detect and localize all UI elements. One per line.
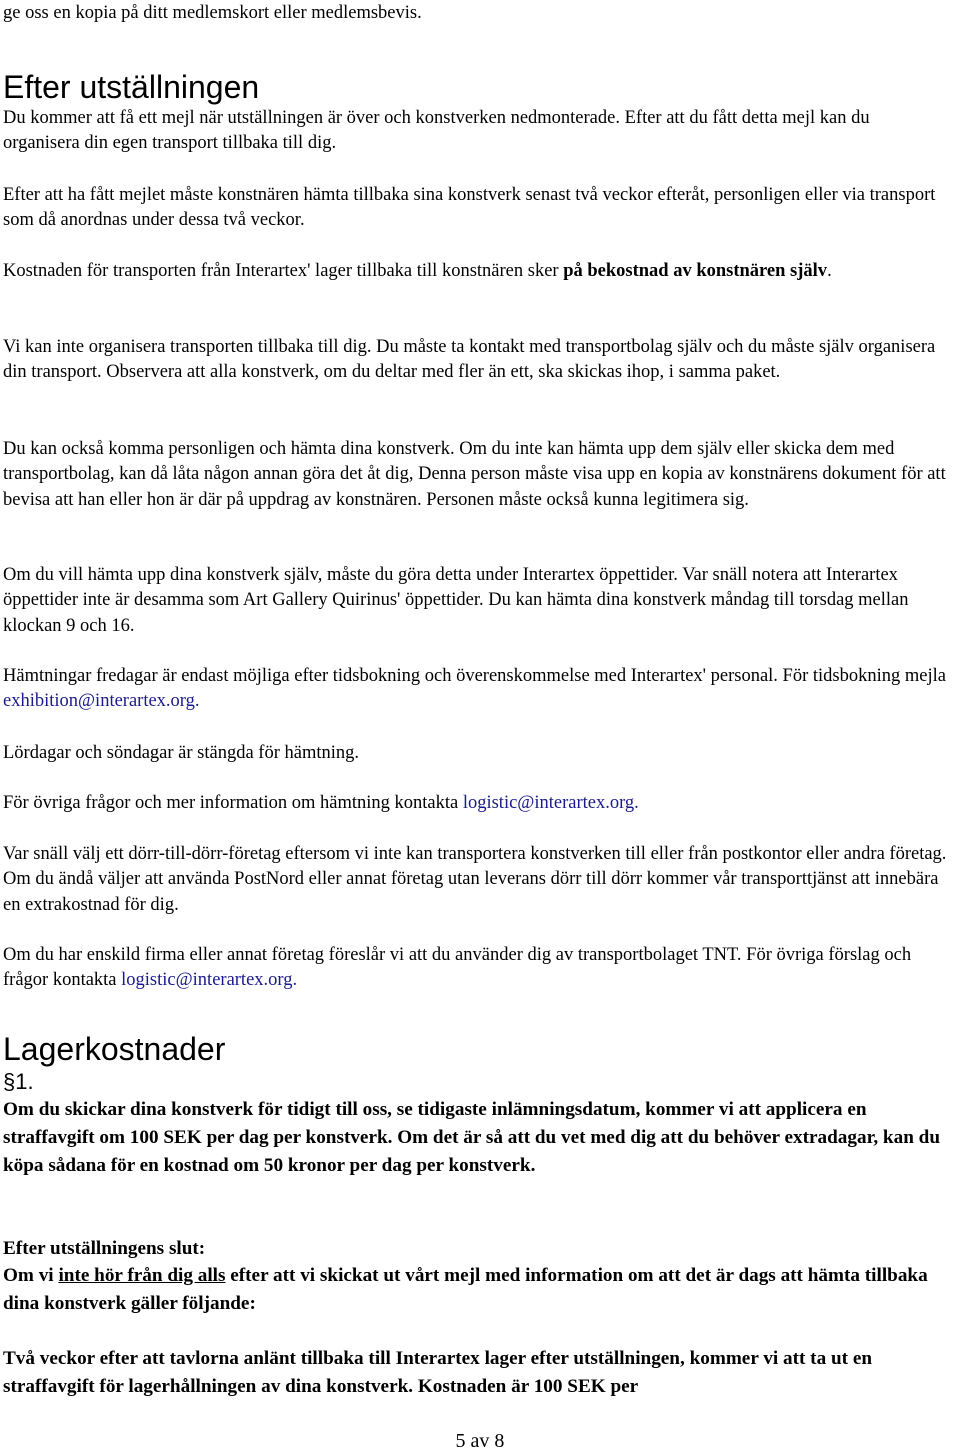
friday-pickup-text: Hämtningar fredagar är endast möjliga efter tidsbokning och överenskommelse med Interartex' personal. För tidsbokning mejla: [3, 666, 946, 686]
paragraph-transport-cost: [3, 259, 948, 284]
paragraph-contact-info: [3, 791, 639, 816]
contact-info-text: För övriga frågor och mer information om hämtning kontakta: [3, 793, 463, 813]
page-number: 5 av 8: [455, 1430, 505, 1452]
transport-cost-bold: på bekostnad av konstnären själv: [563, 261, 828, 281]
paragraph-pickup-deadline: Efter att ha fått mejlet måste konstnären hämta tillbaka sina konstverk senast två veckor efteråt, personligen eller via transport som då anordnas under dessa två veckor.: [3, 185, 936, 231]
paragraph-no-transport: Vi kan inte organisera transporten tillbaka till dig. Du måste ta kontakt med transportbolag själv och du måste själv organisera din transport. Observera att alla konstverk, om du deltar med fler än ett, ska skickas ihop, i samma paket.: [3, 337, 936, 383]
top-line: ge oss en kopia på ditt medlemskort eller medlemsbevis.: [3, 3, 422, 23]
logistic-email-link-2[interactable]: logistic@interartex.org.: [121, 970, 298, 991]
no-response-rest: efter att vi skickat ut vårt mejl med information om att det är dags att hämta tillbaka dina konstverk gäller följande:: [3, 1265, 928, 1314]
tnt-suggestion-text: Om du har enskild firma eller annat företag föreslår vi att du använder dig av transportbolaget TNT. För övriga förslag och frågor kontakta: [3, 945, 912, 991]
exhibition-email-link[interactable]: exhibition@interartex.org.: [3, 691, 200, 712]
paragraph-door-to-door: Var snäll välj ett dörr-till-dörr-företag eftersom vi inte kan transportera konstverken till eller från postkontor eller andra företag. Om du ändå väljer att använda PostNord eller annat företag utan leverans dörr till dörr kommer vår transporttjänst att innebära en extrakostnad för dig.: [3, 844, 947, 915]
section-heading-after-exhibition: Efter utställningen: [3, 69, 260, 105]
no-response-underlined: inte hör från dig alls: [58, 1265, 226, 1286]
paragraph-personal-pickup: Du kan också komma personligen och hämta dina konstverk. Om du inte kan hämta upp dem själv eller skicka dem med transportbolag, kan då låta någon annan göra det åt dig, Denna person måste visa upp en kopia av konstnärens dokument för att bevisa att han eller hon är där på uppdrag av konstnären. Personen måste också kunna legitimera sig.: [3, 439, 946, 510]
paragraph-tnt-suggestion: [3, 943, 933, 994]
paragraph-friday-pickup: [3, 664, 955, 715]
paragraph-early-fee: Om du skickar dina konstverk för tidigt till oss, se tidigaste inlämningsdatum, kommer vi att applicera en straffavgift om 100 SEK per dag per konstverk. Om det är så att du vet med dig att du behöver extradagar, kan du köpa sådana för en kostnad om 50 kronor per dag per konstverk.: [3, 1099, 941, 1176]
section-heading-storage-costs: Lagerkostnader: [3, 1031, 226, 1067]
section-mark: §1.: [3, 1069, 34, 1094]
transport-cost-text: Kostnaden för transporten från Interartex' lager tillbaka till konstnären sker: [3, 261, 564, 281]
paragraph-mail-notice: Du kommer att få ett mejl när utställningen är över och konstverken nedmonterade. Efter att du fått detta mejl kan du organisera din egen transport tillbaka till dig.: [3, 108, 870, 154]
paragraph-opening-hours: Om du vill hämta upp dina konstverk själv, måste du göra detta under Interartex öppettider. Var snäll notera att Interartex öppettider inte är desamma som Art Gallery Quirinus' öppettider. Du kan hämta dina konstverk måndag till torsdag mellan klockan 9 och 16.: [3, 565, 909, 636]
logistic-email-link[interactable]: logistic@interartex.org.: [462, 793, 639, 813]
paragraph-weekend-closed: Lördagar och söndagar är stängda för hämtning.: [3, 743, 359, 763]
transport-cost-end: .: [827, 261, 832, 281]
no-response-start: Om vi: [3, 1265, 59, 1286]
paragraph-storage-fee: Två veckor efter att tavlorna anlänt tillbaka till Interartex lager efter utställningen, kommer vi att ta ut en straffavgift för lagerhållningen av dina konstverk. Kostnaden är 100 SEK per: [3, 1348, 873, 1397]
paragraph-no-response: [3, 1262, 943, 1318]
after-exhibition-title: Efter utställningens slut:: [3, 1238, 206, 1259]
